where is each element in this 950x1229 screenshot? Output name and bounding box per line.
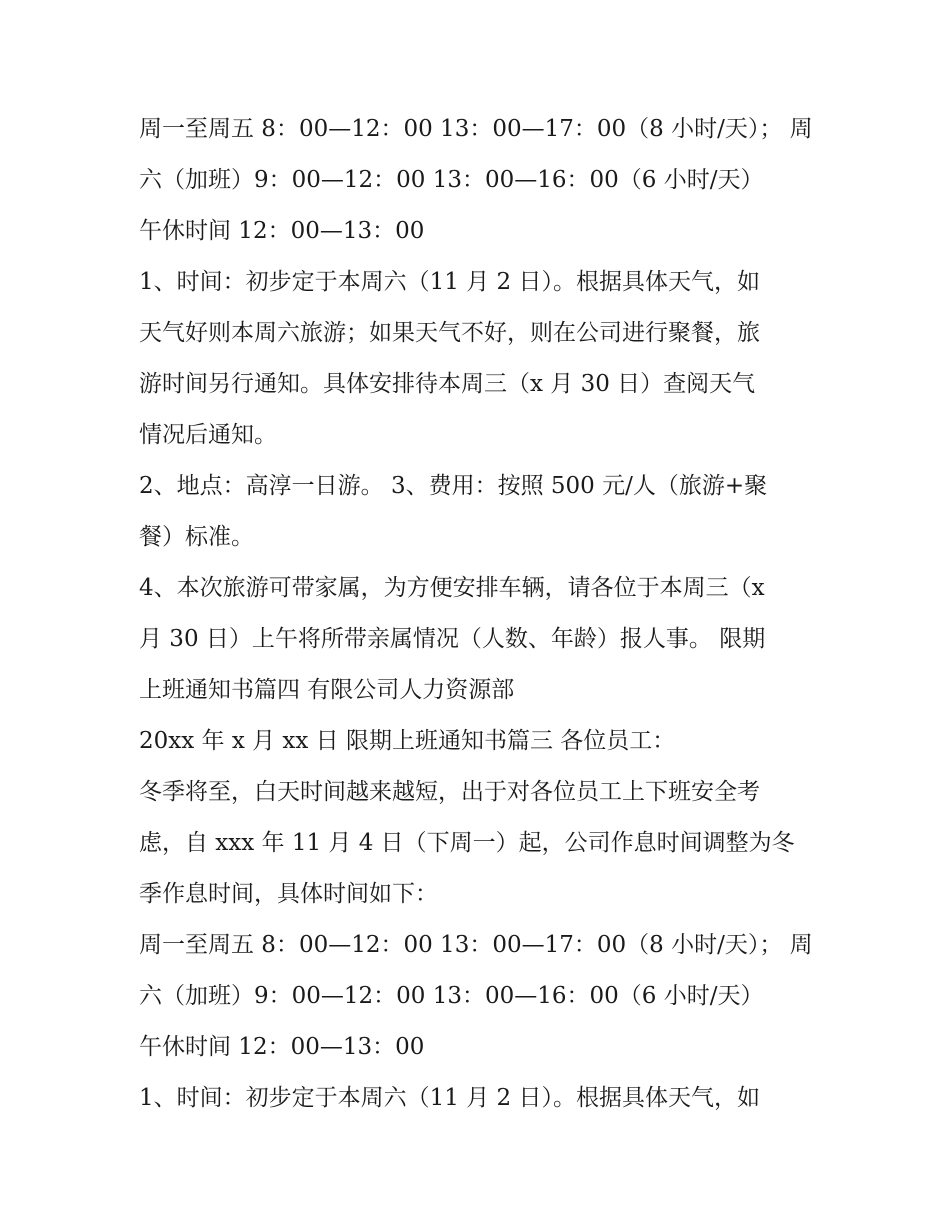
text-line-19: 午休时间 12：00—13：00	[139, 1034, 425, 1060]
text-line-7: 情况后通知。	[139, 422, 277, 448]
text-line-11: 月 30 日）上午将所带亲属情况（人数、年龄）报人事。 限期	[139, 626, 766, 652]
text-line-4: 1、时间：初步定于本周六（11 月 2 日）。根据具体天气，如	[139, 269, 760, 295]
text-line-10: 4、本次旅游可带家属，为方便安排车辆，请各位于本周三（x	[139, 575, 765, 601]
text-line-12: 上班通知书篇四 有限公司人力资源部	[139, 677, 515, 703]
text-line-18: 六（加班）9：00—12：00 13：00—16：00（6 小时/天）	[139, 983, 764, 1009]
text-line-16: 季作息时间，具体时间如下：	[139, 881, 438, 907]
text-line-2: 六（加班）9：00—12：00 13：00—16：00（6 小时/天）	[139, 167, 764, 193]
text-line-15: 虑，自 xxx 年 11 月 4 日（下周一）起，公司作息时间调整为冬	[139, 830, 795, 856]
text-line-5: 天气好则本周六旅游；如果天气不好，则在公司进行聚餐，旅	[139, 320, 760, 346]
text-line-20: 1、时间：初步定于本周六（11 月 2 日）。根据具体天气，如	[139, 1085, 760, 1111]
text-line-8: 2、地点：高淳一日游。 3、费用：按照 500 元/人（旅游+聚	[139, 473, 768, 499]
text-line-17: 周一至周五 8：00—12：00 13：00—17：00（8 小时/天）； 周	[139, 932, 813, 958]
text-line-1: 周一至周五 8：00—12：00 13：00—17：00（8 小时/天）； 周	[139, 116, 813, 142]
text-line-6: 游时间另行通知。具体安排待本周三（x 月 30 日）查阅天气	[139, 371, 756, 397]
text-line-14: 冬季将至，白天时间越来越短，出于对各位员工上下班安全考	[139, 779, 760, 805]
text-line-9: 餐）标准。	[139, 524, 254, 550]
text-line-13: 20xx 年 x 月 xx 日 限期上班通知书篇三 各位员工：	[139, 728, 676, 754]
text-line-3: 午休时间 12：00—13：00	[139, 218, 425, 244]
